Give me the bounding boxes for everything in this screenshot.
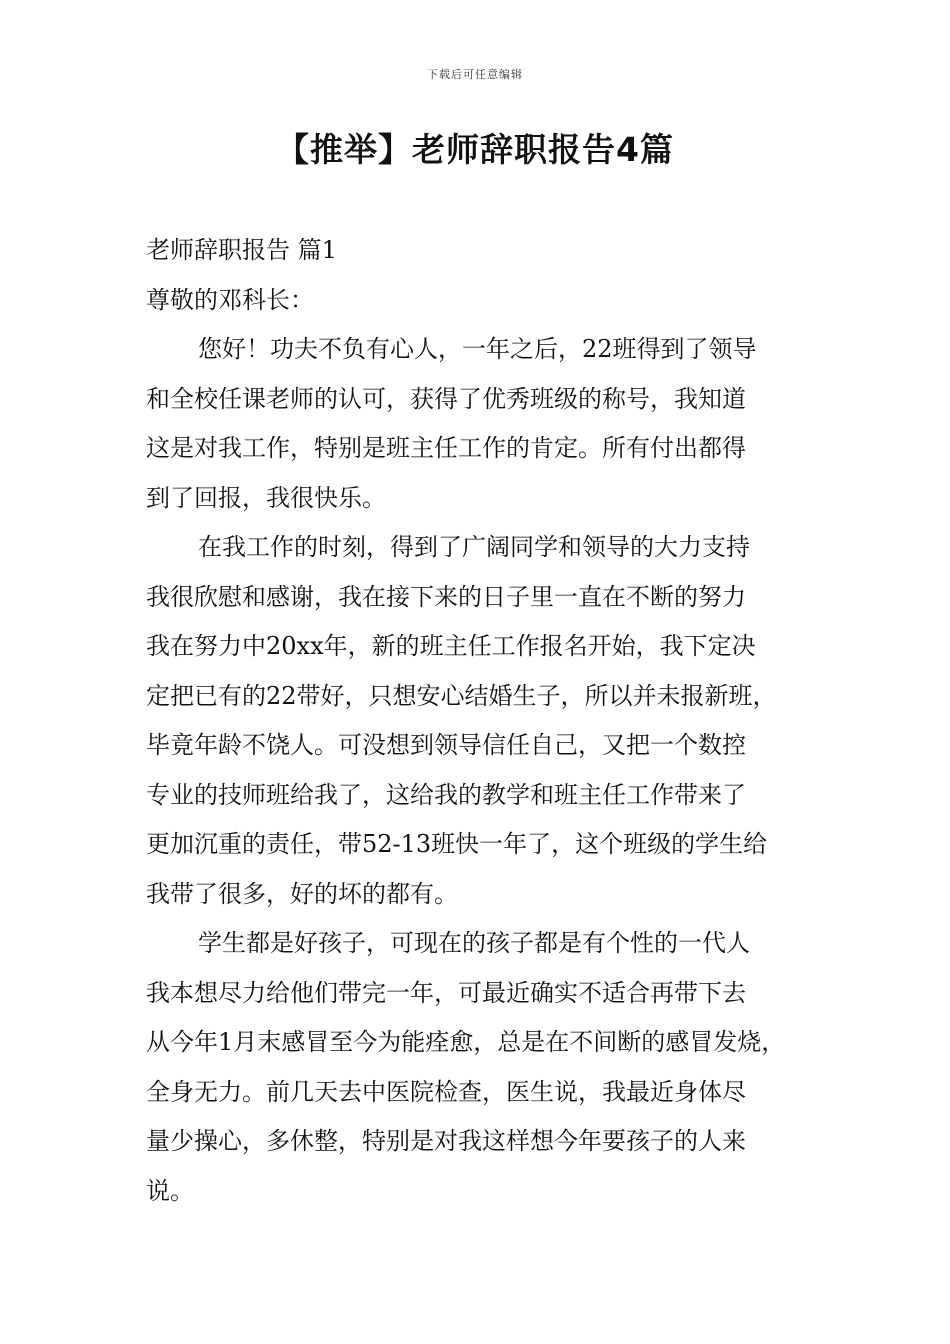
paragraph-line: 我很欣慰和感谢，我在接下来的日子里一直在不断的努力 bbox=[146, 582, 746, 611]
paragraph-line: 我在努力中20xx年，新的班主任工作报名开始，我下定决 bbox=[146, 632, 756, 660]
paragraph-line: 从今年1月末感冒至今为能痊愈，总是在不间断的感冒发烧， bbox=[146, 1028, 786, 1056]
document-body bbox=[146, 226, 826, 1216]
paragraph-line: 我本想尽力给他们带完一年，可最近确实不适合再带下去 bbox=[146, 978, 746, 1007]
paragraph-line: 到了回报，我很快乐。 bbox=[146, 483, 386, 512]
document-title: 【推举】老师辞职报告4篇 bbox=[276, 130, 674, 169]
paragraph-line: 学生都是好孩子，可现在的孩子都是有个性的一代人 bbox=[198, 929, 750, 957]
section-heading: 老师辞职报告 篇1 bbox=[146, 236, 337, 264]
paragraph-line: 定把已有的22带好，只想安心结婚生子，所以并未报新班， bbox=[146, 681, 777, 710]
paragraph-line: 专业的技师班给我了，这给我的教学和班主任工作带来了 bbox=[146, 780, 746, 809]
download-note: 下载后可任意编辑 bbox=[427, 68, 523, 81]
paragraph-line: 更加沉重的责任，带52-13班快一年了，这个班级的学生给 bbox=[146, 830, 768, 858]
paragraph-line: 这是对我工作，特别是班主任工作的肯定。所有付出都得 bbox=[146, 434, 746, 462]
paragraph-2 bbox=[146, 523, 826, 919]
paragraph-line: 我带了很多，好的坏的都有。 bbox=[146, 879, 458, 908]
paragraph-line: 和全校任课老师的认可，获得了优秀班级的称号，我知道 bbox=[146, 384, 746, 413]
paragraph-line: 在我工作的时刻，得到了广阔同学和领导的大力支持 bbox=[198, 533, 750, 561]
paragraph-line: 您好！功夫不负有心人，一年之后，22班得到了领导 bbox=[198, 335, 757, 363]
paragraph-line: 毕竟年龄不饶人。可没想到领导信任自己，又把一个数控 bbox=[146, 731, 746, 759]
paragraph-3 bbox=[146, 919, 826, 1216]
paragraph-line: 全身无力。前几天去中医院检查，医生说，我最近身体尽 bbox=[146, 1077, 746, 1106]
paragraph-line: 说。 bbox=[146, 1176, 194, 1205]
salutation: 尊敬的邓科长： bbox=[146, 285, 314, 314]
paragraph-1 bbox=[146, 325, 826, 523]
paragraph-line: 量少操心，多休整，特别是对我这样想今年要孩子的人来 bbox=[146, 1127, 746, 1155]
